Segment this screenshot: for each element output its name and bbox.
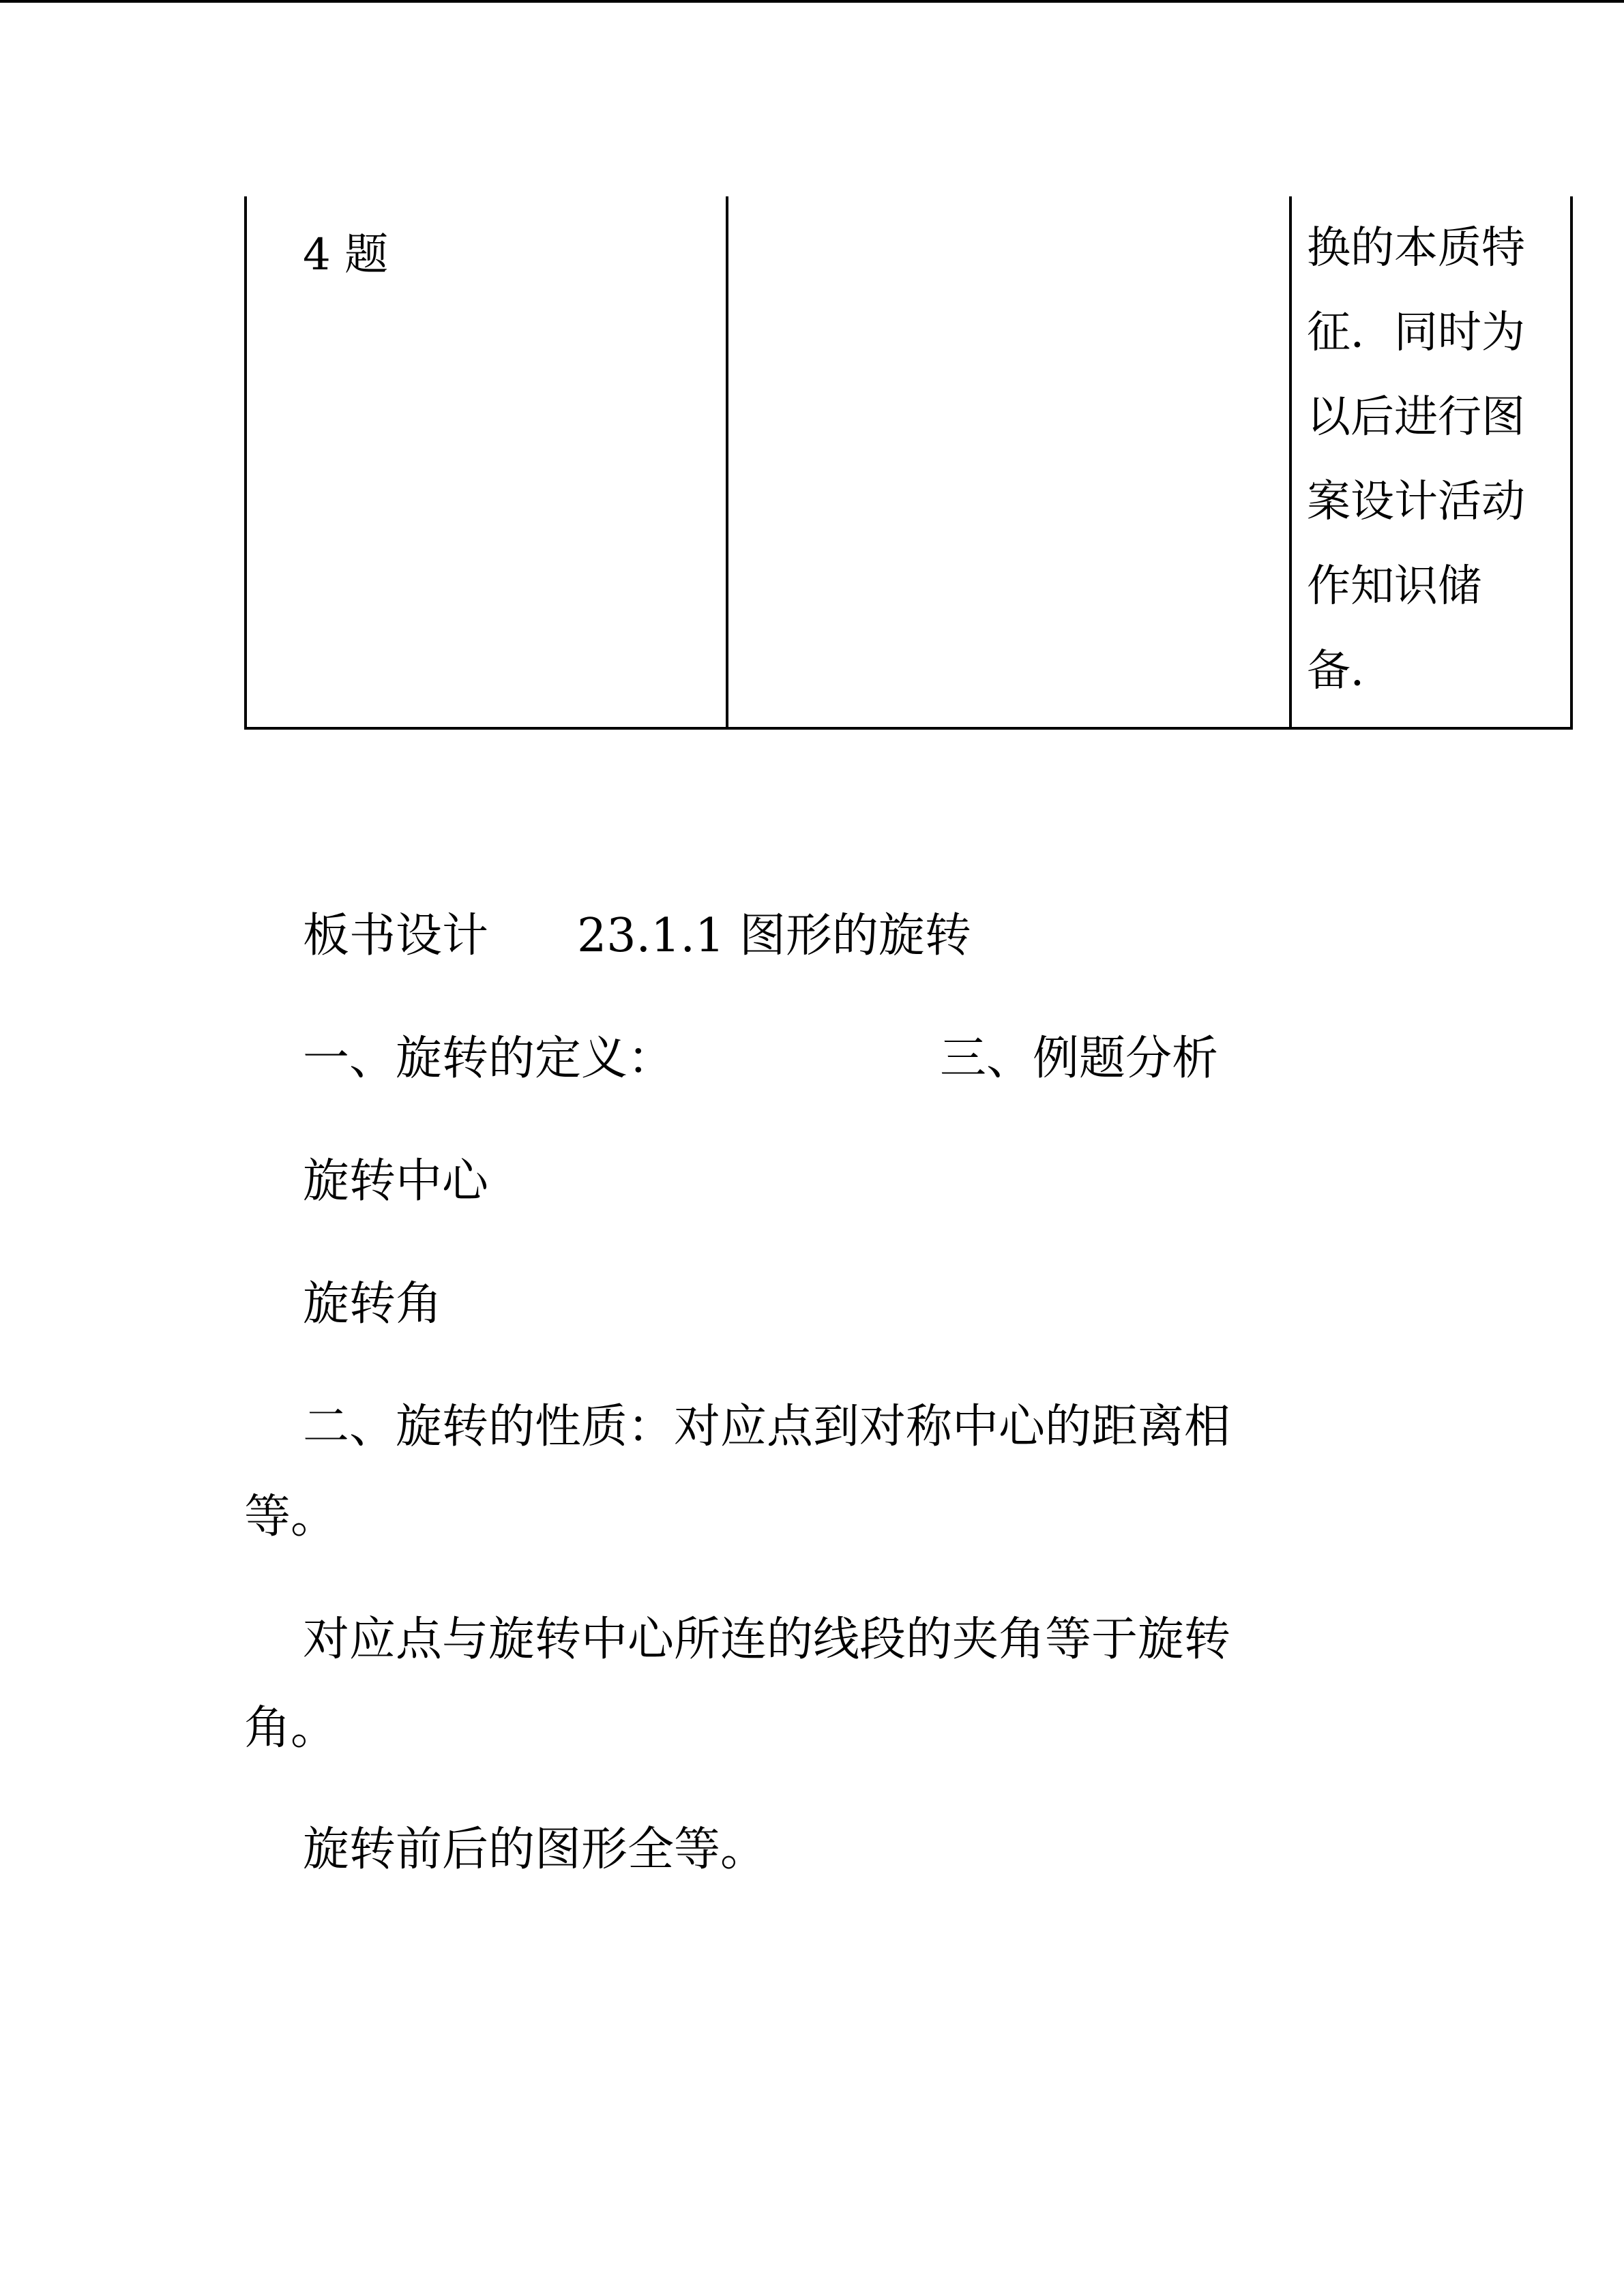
table-cell-right-line: 备． — [1307, 646, 1394, 696]
table-cell-middle — [726, 196, 1289, 727]
section-definition-heading: 一、旋转的定义： — [303, 1032, 675, 1086]
table-bottom-border — [244, 727, 1573, 730]
table-cell-right-line: 换的本质特 — [1307, 223, 1525, 273]
item-rotation-angle: 旋转角 — [303, 1277, 443, 1331]
board-design-title: 23.1.1 图形的旋转 — [577, 909, 971, 963]
table-continuation — [244, 196, 1573, 730]
table-cell-left — [244, 196, 726, 727]
table-cell-left-text: 4 题 — [303, 230, 389, 280]
board-design-heading — [303, 906, 971, 967]
table-cell-right-text — [1307, 206, 1566, 713]
table-cell-right — [1289, 196, 1573, 727]
property-line-2-continued: 角。 — [244, 1701, 338, 1755]
property-line-3: 旋转前后的图形全等。 — [303, 1823, 767, 1877]
property-line-2: 对应点与旋转中心所连的线段的夹角等于旋转 — [303, 1613, 1231, 1667]
table-cell-right-line: 征．同时为 — [1307, 308, 1525, 358]
property-line-1-continued: 等。 — [244, 1490, 338, 1544]
table-cell-right-line: 案设计活动 — [1307, 477, 1525, 527]
section-examples-heading: 三、例题分析 — [940, 1032, 1219, 1086]
table-cell-right-line: 以后进行图 — [1307, 392, 1525, 443]
item-rotation-center: 旋转中心 — [303, 1154, 489, 1208]
table-cell-right-line: 作知识储 — [1307, 561, 1481, 612]
property-line-1: 二、旋转的性质：对应点到对称中心的距离相 — [303, 1400, 1231, 1454]
board-design-label: 板书设计 — [303, 909, 489, 963]
